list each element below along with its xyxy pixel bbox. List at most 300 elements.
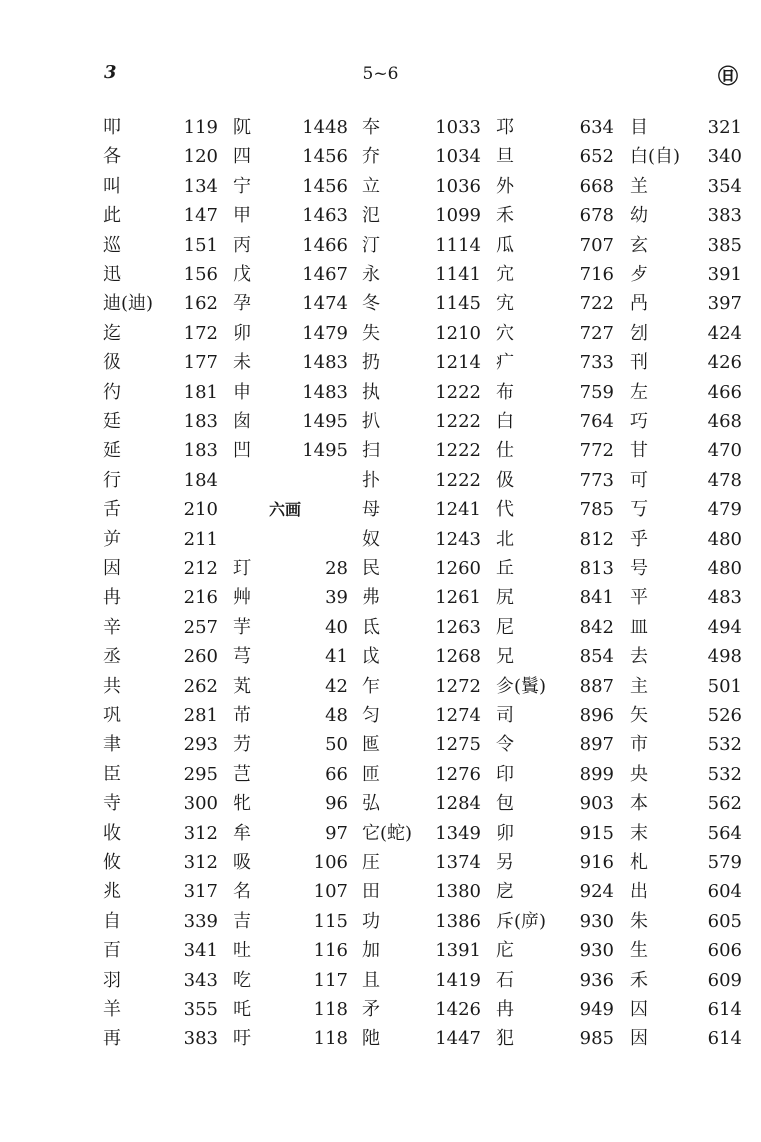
index-character: 母 [362, 499, 380, 521]
index-character: 白 [496, 411, 514, 432]
index-character: 尻 [496, 587, 514, 609]
page-number: 614 [707, 1028, 742, 1050]
page-number: 899 [579, 763, 614, 785]
index-character: 尼 [496, 616, 514, 638]
index-character: 甘 [630, 440, 648, 462]
index-character: 匜 [362, 734, 380, 756]
page-number: 470 [707, 440, 742, 462]
index-character: 伋 [496, 469, 514, 491]
index-character: 且 [362, 969, 380, 991]
index-character: 代 [496, 499, 514, 521]
index-character: 皿 [630, 616, 648, 638]
table-row [0, 113, 761, 142]
page-number: 1276 [435, 763, 481, 785]
page-number: 1268 [435, 646, 481, 668]
index-character: 民 [362, 558, 380, 579]
index-character: 芇 [233, 705, 251, 726]
index-character: 巧 [630, 411, 648, 432]
page-number: 385 [707, 234, 742, 256]
index-character: 扫 [362, 440, 380, 462]
page-number: 1495 [302, 440, 348, 462]
index-character: 夰 [362, 146, 380, 168]
table-row [0, 877, 761, 906]
table-row [0, 436, 761, 465]
index-character: 吉 [233, 910, 251, 932]
page-number: 1274 [435, 705, 481, 726]
index-character: 冬 [362, 293, 380, 315]
page-number: 1483 [302, 381, 348, 403]
index-character: 冉 [496, 999, 514, 1020]
page-number: 118 [313, 999, 348, 1020]
page-number: 183 [183, 411, 218, 432]
index-character: 玄 [630, 234, 648, 256]
page-number: 716 [579, 264, 614, 285]
table-row [0, 260, 761, 289]
index-character: 田 [362, 881, 380, 903]
table-row [0, 201, 761, 230]
page-number: 1456 [302, 146, 348, 168]
index-character: 幼 [630, 205, 648, 227]
index-character: 吒 [233, 999, 251, 1020]
index-character: 吐 [233, 940, 251, 962]
index-character: 舌 [103, 499, 121, 521]
index-character: 扑 [362, 469, 380, 491]
page-number: 341 [183, 940, 218, 962]
page-number: 355 [183, 999, 218, 1020]
page-number: 842 [579, 616, 614, 638]
index-character: 吃 [233, 969, 251, 991]
table-row [0, 936, 761, 965]
index-character: 攸 [103, 852, 121, 873]
index-character: 玎 [233, 558, 251, 579]
page-number: 321 [707, 117, 742, 138]
page-number: 1114 [435, 234, 481, 256]
page-number: 1456 [302, 175, 348, 197]
index-character: 戹 [496, 881, 514, 903]
index-character: 弗 [362, 587, 380, 609]
index-character: 戉 [362, 646, 380, 668]
page-number: 210 [183, 499, 218, 521]
page-number: 295 [183, 763, 218, 785]
index-character: 乍 [362, 675, 380, 697]
index-character: 巩 [103, 705, 121, 726]
table-row [0, 613, 761, 642]
page-number: 96 [325, 793, 348, 815]
index-character: 丂 [630, 499, 648, 521]
table-row [0, 701, 761, 730]
page-number: 1214 [435, 352, 481, 374]
index-character: 匝 [362, 763, 380, 785]
index-character: 札 [630, 852, 648, 873]
index-character: 卯 [233, 322, 251, 344]
index-character: 阤 [362, 1028, 380, 1050]
page-number: 1479 [302, 322, 348, 344]
table-row [0, 760, 761, 789]
table-row [0, 142, 761, 171]
index-character: 申 [233, 381, 251, 403]
table-row [0, 319, 761, 348]
index-character: 它(蛇) [362, 822, 413, 844]
page-number: 609 [707, 969, 742, 991]
page-number: 1036 [435, 175, 481, 197]
index-character: 各 [103, 146, 121, 168]
page-number: 772 [579, 440, 614, 462]
page-number: 66 [325, 763, 348, 785]
index-character: 布 [496, 381, 514, 403]
index-character: 牟 [233, 822, 251, 844]
index-character: 此 [103, 205, 121, 227]
page-number: 915 [579, 822, 614, 844]
page-number: 1391 [435, 940, 481, 962]
page-number: 354 [707, 175, 742, 197]
index-character: 百 [103, 940, 121, 962]
index-character: 穴 [496, 322, 514, 344]
table-row [0, 289, 761, 318]
index-character: 羽 [103, 969, 121, 991]
page-number: 896 [579, 705, 614, 726]
table-row [0, 495, 761, 524]
table-row [0, 672, 761, 701]
index-character: 冎 [630, 293, 648, 315]
page-number: 903 [579, 793, 614, 815]
page-number: 50 [325, 734, 348, 756]
page-number: 1263 [435, 616, 481, 638]
page-number: 116 [313, 940, 348, 962]
page-number: 985 [579, 1028, 614, 1050]
index-character: 寺 [103, 793, 121, 815]
page-number: 28 [325, 558, 348, 579]
page-number: 1448 [302, 117, 348, 138]
header-right-seal-icon: ㊐ [718, 64, 738, 88]
page-number: 562 [707, 793, 742, 815]
page-number: 1243 [435, 528, 481, 550]
page-number: 317 [183, 881, 218, 903]
page-number: 107 [313, 881, 348, 903]
table-row [0, 378, 761, 407]
index-character: 自 [103, 910, 121, 932]
index-character: 执 [362, 381, 380, 403]
page-number: 391 [707, 264, 742, 285]
index-character: 白(自) [630, 146, 681, 168]
index-character: 牝 [233, 793, 251, 815]
index-character: 去 [630, 646, 648, 668]
page-number: 120 [183, 146, 218, 168]
table-row [0, 819, 761, 848]
index-character: 奴 [362, 528, 380, 550]
index-character: 另 [496, 852, 514, 873]
index-character: 目 [630, 117, 648, 138]
index-character: 因 [103, 558, 121, 579]
page-number: 854 [579, 646, 614, 668]
page-number: 812 [579, 528, 614, 550]
page-number: 841 [579, 587, 614, 609]
index-character: 加 [362, 940, 380, 962]
page-number: 172 [183, 322, 218, 344]
page-number: 897 [579, 734, 614, 756]
page-number: 343 [183, 969, 218, 991]
index-character: 因 [630, 1028, 648, 1050]
index-character: 央 [630, 763, 648, 785]
index-character: 汀 [362, 234, 380, 256]
index-character: 阢 [233, 117, 251, 138]
page-number: 1222 [435, 469, 481, 491]
index-character: 延 [103, 440, 121, 462]
table-row [0, 995, 761, 1024]
table-row [0, 172, 761, 201]
index-character: 主 [630, 675, 648, 697]
page-number: 501 [707, 675, 742, 697]
index-character: 兆 [103, 881, 121, 903]
page-number: 930 [579, 910, 614, 932]
page-number: 115 [313, 910, 348, 932]
page-number: 1210 [435, 322, 481, 344]
page-number: 1463 [302, 205, 348, 227]
section-heading: 六画 [269, 500, 302, 520]
index-character: 扒 [362, 411, 380, 432]
index-character: 芎 [233, 646, 251, 668]
index-character: 孕 [233, 293, 251, 315]
index-character: 㐱(鬒) [496, 675, 547, 697]
index-character: 凹 [233, 440, 251, 462]
index-character: 廷 [103, 411, 121, 432]
page-number: 339 [183, 910, 218, 932]
index-character: 芄 [233, 675, 251, 697]
page-number: 48 [325, 705, 348, 726]
index-character: 生 [630, 940, 648, 962]
index-character: 出 [630, 881, 648, 903]
index-character: 扔 [362, 352, 380, 374]
index-character: 卯 [496, 822, 514, 844]
table-row [0, 466, 761, 495]
page-number: 41 [325, 646, 348, 668]
page-number: 949 [579, 999, 614, 1020]
index-character: 乎 [630, 528, 648, 550]
page-number: 478 [707, 469, 742, 491]
table-row [0, 966, 761, 995]
index-character: 吸 [233, 852, 251, 873]
index-character: 共 [103, 675, 121, 697]
index-character: 甲 [233, 205, 251, 227]
page-number: 1261 [435, 587, 481, 609]
page-number: 147 [183, 205, 218, 227]
index-character: 外 [496, 175, 514, 197]
index-character: 丙 [233, 234, 251, 256]
index-character: 石 [496, 969, 514, 991]
page-number: 483 [707, 587, 742, 609]
index-character: 戊 [233, 264, 251, 285]
page-number: 733 [579, 352, 614, 374]
index-character: 瓜 [496, 234, 514, 256]
index-character: 𦍌 [630, 175, 648, 197]
index-character: 芋 [233, 616, 251, 638]
index-character: 矛 [362, 999, 380, 1020]
page-number: 134 [183, 175, 218, 197]
page-number: 181 [183, 381, 218, 403]
index-character: 宂 [496, 264, 514, 285]
page-number: 156 [183, 264, 218, 285]
page-number: 614 [707, 999, 742, 1020]
index-character: 聿 [103, 734, 121, 756]
page-number: 117 [313, 969, 348, 991]
page-number: 936 [579, 969, 614, 991]
index-character: 迄 [103, 322, 121, 344]
index-character: 叫 [103, 175, 121, 197]
table-row [0, 554, 761, 583]
table-row [0, 348, 761, 377]
page-number: 1222 [435, 440, 481, 462]
table-row [0, 789, 761, 818]
page-number: 281 [183, 705, 218, 726]
page-number: 707 [579, 234, 614, 256]
page-number: 1275 [435, 734, 481, 756]
index-character: 本 [630, 793, 648, 815]
index-character: 芑 [233, 763, 251, 785]
page-number: 340 [707, 146, 742, 168]
page-number: 183 [183, 440, 218, 462]
page-number: 887 [579, 675, 614, 697]
index-character: 圧 [362, 852, 380, 873]
page-number: 1386 [435, 910, 481, 932]
index-character: 丞 [103, 646, 121, 668]
index-character: 氾 [362, 205, 380, 227]
index-character: 吁 [233, 1028, 251, 1050]
page-number: 426 [707, 352, 742, 374]
page-number: 480 [707, 558, 742, 579]
index-character: 号 [630, 558, 648, 579]
page-number: 1447 [435, 1028, 481, 1050]
index-character: 兄 [496, 646, 514, 668]
page-number: 722 [579, 293, 614, 315]
page-number: 564 [707, 822, 742, 844]
page-number: 312 [183, 822, 218, 844]
page-number: 39 [325, 587, 348, 609]
page-number: 764 [579, 411, 614, 432]
table-row [0, 642, 761, 671]
page-number: 162 [183, 293, 218, 315]
page-number: 668 [579, 175, 614, 197]
page-number: 1145 [435, 293, 481, 315]
index-character: 芀 [233, 734, 251, 756]
page-number: 40 [325, 616, 348, 638]
index-character: 北 [496, 528, 514, 550]
table-row [0, 583, 761, 612]
page-number: 652 [579, 146, 614, 168]
page-number: 1272 [435, 675, 481, 697]
index-character: 仕 [496, 440, 514, 462]
index-character: 包 [496, 793, 514, 815]
table-row [0, 848, 761, 877]
index-character: 禾 [496, 205, 514, 227]
header-left: 3 [104, 62, 117, 83]
page-number: 424 [707, 322, 742, 344]
index-character: 令 [496, 734, 514, 756]
index-character: 宁 [233, 175, 251, 197]
page-number: 1466 [302, 234, 348, 256]
index-character: 印 [496, 763, 514, 785]
page-number: 532 [707, 763, 742, 785]
index-character: 收 [103, 822, 121, 844]
index-character: 冉 [103, 587, 121, 609]
page-number: 579 [707, 852, 742, 873]
page-number: 479 [707, 499, 742, 521]
index-character: 屰 [103, 528, 121, 550]
page-number: 262 [183, 675, 218, 697]
page-number: 216 [183, 587, 218, 609]
index-character: 斥(㡿) [496, 910, 547, 932]
index-character: 禾 [630, 969, 648, 991]
page-number: 293 [183, 734, 218, 756]
page-number: 916 [579, 852, 614, 873]
index-character: 立 [362, 175, 380, 197]
page-number: 678 [579, 205, 614, 227]
index-character: 彴 [103, 381, 121, 403]
page-number: 383 [707, 205, 742, 227]
page-number: 106 [313, 852, 348, 873]
page-number: 604 [707, 881, 742, 903]
page-number: 1419 [435, 969, 481, 991]
page-number: 605 [707, 910, 742, 932]
index-character: 宄 [496, 293, 514, 315]
index-character: 囚 [630, 999, 648, 1020]
index-character: 氐 [362, 616, 380, 638]
index-character: 失 [362, 322, 380, 344]
index-character: 叩 [103, 117, 121, 138]
page-number: 177 [183, 352, 218, 374]
page-number: 42 [325, 675, 348, 697]
index-character: 辛 [103, 616, 121, 638]
page-number: 1033 [435, 117, 481, 138]
page-number: 312 [183, 852, 218, 873]
index-character: 未 [233, 352, 251, 374]
page-number: 1099 [435, 205, 481, 227]
page-number: 759 [579, 381, 614, 403]
page-number: 119 [183, 117, 218, 138]
page-number: 727 [579, 322, 614, 344]
index-character: 左 [630, 381, 648, 403]
page-number: 526 [707, 705, 742, 726]
page-number: 1034 [435, 146, 481, 168]
page-number: 1483 [302, 352, 348, 374]
index-character: 丘 [496, 558, 514, 579]
index-character: 歺 [630, 264, 648, 285]
page-number: 260 [183, 646, 218, 668]
page-number: 212 [183, 558, 218, 579]
page-number: 1374 [435, 852, 481, 873]
index-character: 疒 [496, 352, 514, 374]
page-number: 151 [183, 234, 218, 256]
page-number: 383 [183, 1028, 218, 1050]
index-character: 庀 [496, 940, 514, 962]
page-number: 532 [707, 734, 742, 756]
table-row [0, 907, 761, 936]
page-number: 466 [707, 381, 742, 403]
page-number: 773 [579, 469, 614, 491]
index-character: 司 [496, 705, 514, 726]
index-character: 矢 [630, 705, 648, 726]
index-character: 可 [630, 469, 648, 491]
index-character: 艸 [233, 587, 251, 609]
index-character: 永 [362, 264, 380, 285]
page-number: 498 [707, 646, 742, 668]
page-number: 930 [579, 940, 614, 962]
index-character: 市 [630, 734, 648, 756]
index-character: 夲 [362, 117, 380, 138]
index-character: 行 [103, 469, 121, 491]
table-row [0, 525, 761, 554]
page-number: 1495 [302, 411, 348, 432]
index-character: 末 [630, 822, 648, 844]
page-number: 300 [183, 793, 218, 815]
